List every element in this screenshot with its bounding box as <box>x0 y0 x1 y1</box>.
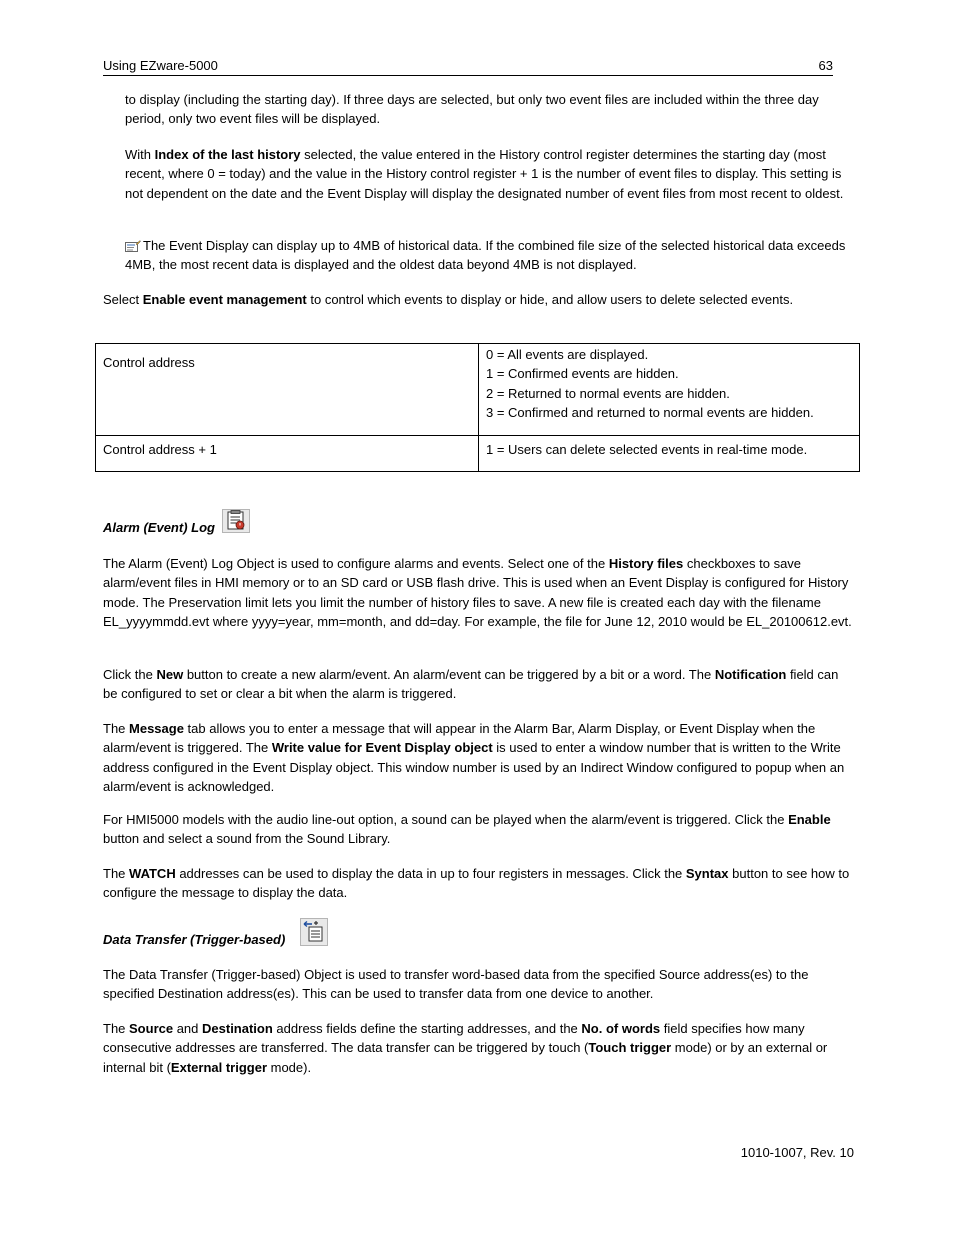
table-row <box>96 436 860 472</box>
page-number: 63 <box>818 58 833 73</box>
alarm-paragraph-1: The Alarm (Event) Log Object is used to configure alarms and events. Select one of the History files checkboxes to save alarm/event files in HMI memory or to an SD card or USB flash drive. This is used when an Event Display is configured for History mode. The Preservation limit lets you limit the number of history files to save. A new file is created each day with the filename EL_yyyymmdd.evt where yyyy=year, mm=month, and dd=day. For example, the file for June 12, 2010 would be EL_20100612.evt. <box>103 556 852 629</box>
alarm-paragraph-2: Click the New button to create a new alarm/event. An alarm/event can be triggered by a bit or a word. The Notification field can be configured to set or clear a bit when the alarm is triggered. <box>103 667 839 702</box>
header-title: Using EZware-5000 <box>103 58 218 73</box>
data-transfer-icon <box>300 918 328 946</box>
table-cell-label: Control address <box>96 344 479 436</box>
table-cell-values: 1 = Users can delete selected events in real-time mode. <box>479 436 860 472</box>
intro-paragraph-3: Select Enable event management to control which events to display or hide, and allow users to delete selected events. <box>103 292 794 307</box>
page-header <box>103 57 833 76</box>
intro-paragraph-2: With Index of the last history selected, the value entered in the History control register determines the starting day (most recent, where 0 = today) and the value in the History control register + 1 is the number of event files to display. This setting is not dependent on the date and the Event Display will display the designated number of event files from most recent to oldest. <box>125 147 844 201</box>
table-cell-label: Control address + 1 <box>96 436 479 472</box>
alarm-paragraph-5: The WATCH addresses can be used to display the data in up to four registers in messages. Click the Syntax button to see how to configure the message to display the data. <box>103 866 850 901</box>
control-address-table <box>95 343 860 472</box>
table-cell-values: 0 = All events are displayed. 1 = Confirmed events are hidden. 2 = Returned to normal events are hidden. 3 = Confirmed and returned to normal events are hidden. <box>479 344 860 436</box>
table-row <box>96 344 860 436</box>
alarm-log-icon <box>222 509 250 533</box>
data-transfer-heading: Data Transfer (Trigger-based) <box>103 932 286 947</box>
transfer-paragraph-1: The Data Transfer (Trigger-based) Object is used to transfer word-based data from the specified Source address(es) to the specified Destination address(es). This can be used to transfer data from one device to another. <box>103 967 809 1002</box>
document-number: 1010-1007, Rev. 10 <box>740 1145 854 1160</box>
alarm-paragraph-3: The Message tab allows you to enter a message that will appear in the Alarm Bar, Alarm Display, or Event Display when the alarm/event is triggered. The Write value for Event Display object is used to enter a window number that is written to the Write address configured in the Event Display object. This window number is used by an Indirect Window configured to popup when an alarm/event is acknowledged. <box>103 721 845 794</box>
note-paragraph: The Event Display can display up to 4MB of historical data. If the combined file size of the selected historical data exceeds 4MB, the most recent data is displayed and the oldest data beyond 4MB is not displayed. <box>125 238 846 273</box>
alarm-paragraph-4: For HMI5000 models with the audio line-out option, a sound can be played when the alarm/event is triggered. Click the Enable button and select a sound from the Sound Library. <box>103 812 831 847</box>
transfer-paragraph-2: The Source and Destination address fields define the starting addresses, and the No. of words field specifies how many consecutive addresses are transferred. The data transfer can be triggered by touch (Touch trigger mode) or by an external or internal bit (External trigger mode). <box>103 1021 828 1075</box>
alarm-log-heading: Alarm (Event) Log <box>103 520 215 535</box>
intro-paragraph-1: to display (including the starting day). If three days are selected, but only two event files are included within the three day period, only two event files will be displayed. <box>125 92 819 127</box>
